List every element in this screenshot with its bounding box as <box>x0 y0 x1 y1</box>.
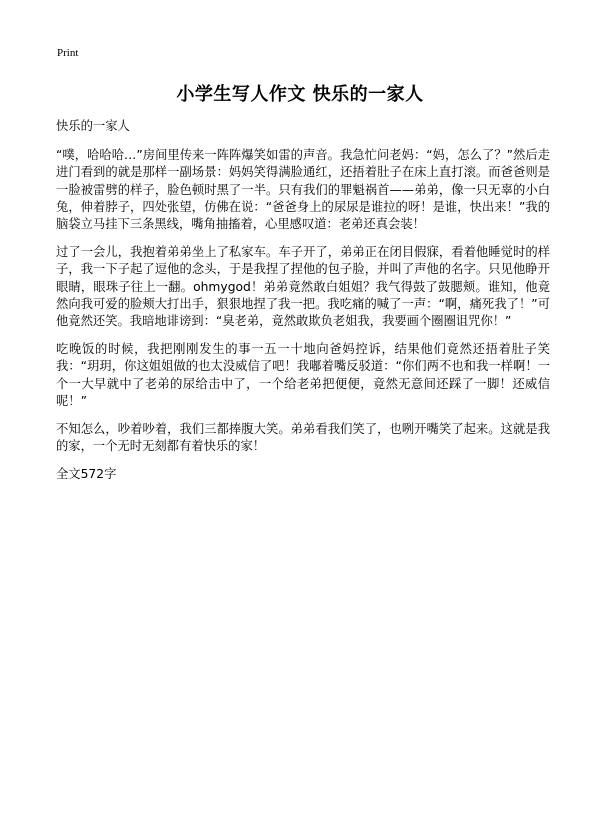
word-count: 全文572字 <box>56 467 117 482</box>
article-paragraph-1: “噗，哈哈哈…”房间里传来一阵阵爆笑如雷的声音。我急忙问老妈：“妈，怎么了？”然后走进门看到的就是那样一副场景：妈妈笑得满脸通红，还捂着肚子在床上直打滚。而爸爸则是一脸被雷劈的样子，脸色顿时黑了一半。只有我们的罪魁祸首——弟弟，像一只无辜的小白兔，伸着脖子，四处张望，仿佛在说：“爸爸身上的尿尿是谁拉的呀！是谁，快出来！”我的脑袋立马挂下三条黑线，嘴角抽搐着，心里感叹道：老弟还真会装！ <box>56 148 550 232</box>
article-body <box>56 118 550 495</box>
article-paragraph-4: 不知怎么，吵着吵着，我们三都捧腹大笑。弟弟看我们笑了，也咧开嘴笑了起来。这就是我的家，一个无时无刻都有着快乐的家！ <box>56 422 550 454</box>
article-paragraph-3: 吃晚饭的时候，我把刚刚发生的事一五一十地向爸妈控诉，结果他们竟然还捂着肚子笑我：“玥玥，你这姐姐做的也太没威信了吧！我嘟着嘴反驳道：“你们两不也和我一样啊！一个一大早就中了老弟的尿给击中了，一个给老弟把便便，竟然无意间还踩了一脚！还威信呢！” <box>56 342 550 408</box>
article-subtitle: 快乐的一家人 <box>56 119 130 133</box>
article-paragraph-2: 过了一会儿，我抱着弟弟坐上了私家车。车子开了，弟弟正在闭目假寐，看着他睡觉时的样子，我一下子起了逗他的念头，于是我捏了捏他的包子脸，并叫了声他的名字。只见他睁开眼睛，眼珠子往上一翻。ohmygod！弟弟竟然敢白姐姐？我气得鼓了鼓腮颊。谁知，他竟然向我可爱的脸颊大打出手，狠狠地捏了我一把。我吃痛的喊了一声：“啊，痛死我了！”可他竟然还笑。我暗地诽谤到：“臭老弟，竟然敢欺负老姐我，我要画个圈圈诅咒你！” <box>56 245 550 329</box>
print-link[interactable]: Print <box>57 47 79 59</box>
page-title: 小学生写人作文 快乐的一家人 <box>176 84 424 105</box>
